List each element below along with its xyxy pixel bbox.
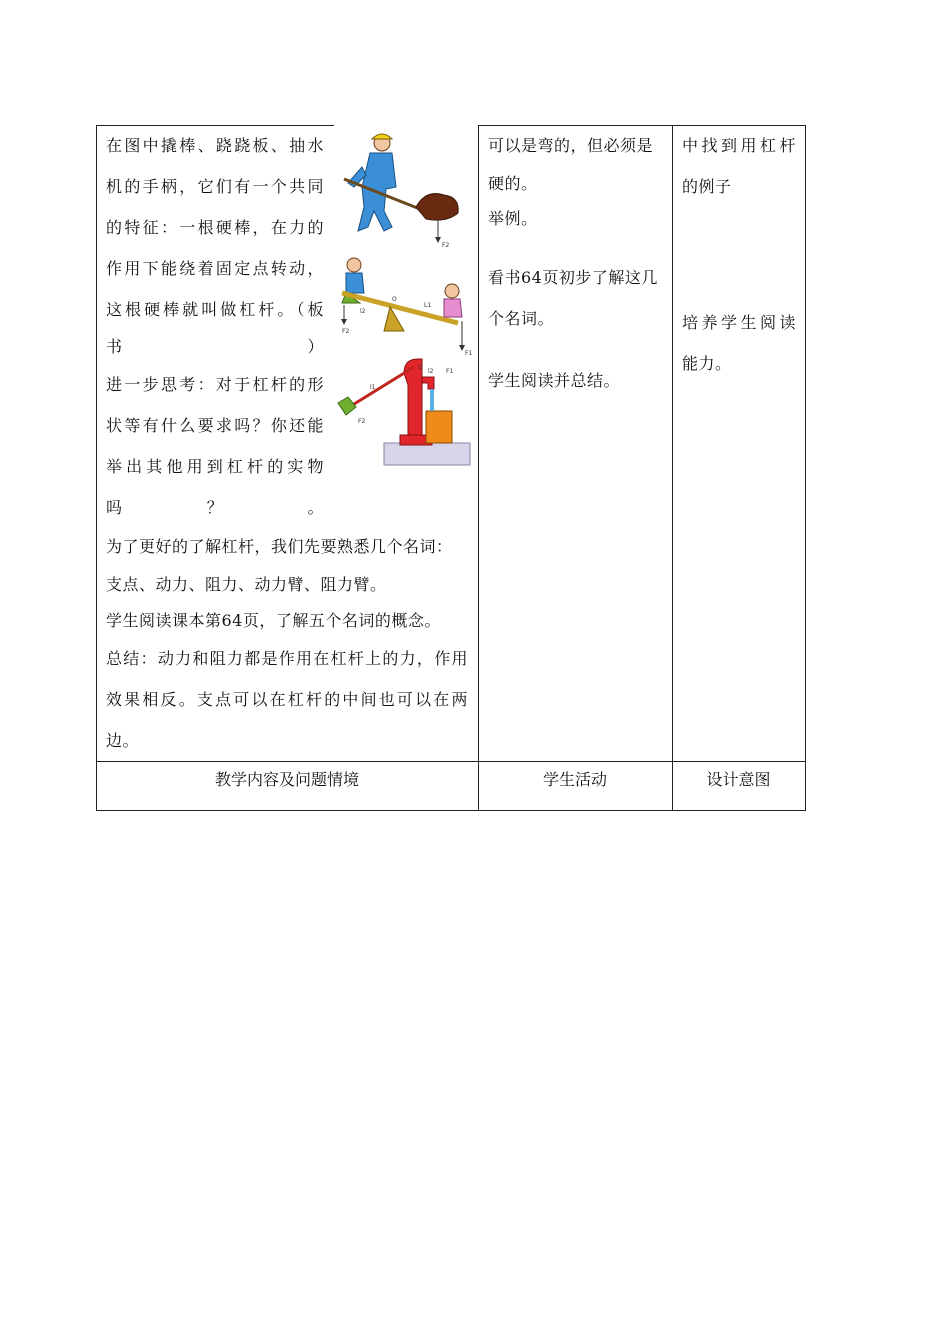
arm-label: L1: [424, 302, 432, 309]
read-line: 学生阅读课本第64页，了解五个名词的概念。: [106, 611, 441, 630]
force-label: F1: [446, 368, 454, 375]
pivot-label: O: [418, 364, 423, 371]
terms-line: 支点、动力、阻力、动力臂、阻力臂。: [106, 575, 387, 594]
text-line: 吗？。: [106, 498, 324, 517]
wrapped-text-block: [106, 125, 324, 528]
intro-line: 为了更好的了解杠杆，我们先要熟悉几个名词：: [106, 537, 453, 556]
activity-line: 硬的。: [488, 174, 538, 193]
activity-cell: [488, 125, 666, 401]
text-line: 机的手柄，它们有一个共同: [106, 177, 324, 196]
intent-line: 中找到用杠杆: [682, 136, 796, 155]
force-label: F2: [442, 242, 450, 249]
header-design-intent: 设计意图: [706, 770, 771, 789]
summary-line: 总结：动力和阻力都是作用在杠杆上的力，作用: [106, 649, 468, 668]
lesson-table: [96, 125, 806, 811]
arm-label: l1: [370, 384, 376, 391]
intent-line: 培养学生阅读: [682, 313, 796, 332]
force-label: F2: [342, 328, 350, 335]
activity-line: 举例。: [488, 209, 538, 228]
text-line: 作用下能绕着固定点转动，: [106, 259, 324, 278]
text-line: 在图中撬棒、跷跷板、抽水: [106, 136, 324, 155]
activity-line: 学生阅读并总结。: [488, 371, 621, 390]
seesaw-figure: [341, 258, 472, 357]
table-border-right: [805, 125, 806, 811]
summary-line: 边。: [106, 731, 140, 750]
intent-line: 的例子: [682, 177, 732, 196]
table-border-left: [96, 125, 97, 811]
text-line: 举出其他用到杠杆的实物: [106, 457, 324, 476]
arm-label: l2: [428, 368, 434, 375]
text-line: 进一步思考：对于杠杆的形: [106, 375, 324, 394]
table-border-col2: [478, 125, 479, 811]
pivot-label: O: [392, 296, 397, 303]
text-line: 的特征：一根硬棒，在力的: [106, 218, 324, 237]
force-label: F1: [465, 350, 473, 357]
activity-line: 个名词。: [488, 309, 555, 328]
intent-cell: [682, 125, 796, 384]
header-student-activity: 学生活动: [542, 770, 607, 789]
table-border-col3: [672, 125, 673, 811]
header-teaching-content: 教学内容及问题情境: [214, 770, 359, 789]
force-label: F2: [358, 418, 366, 425]
text-line: 这根硬棒就叫做杠杆。（板: [106, 300, 324, 319]
arm-label: l2: [360, 308, 366, 315]
text-line: 书）: [106, 337, 324, 356]
crowbar-figure: [344, 134, 458, 249]
activity-line: 看书64页初步了解这几: [488, 268, 658, 287]
lever-illustrations: [334, 127, 476, 472]
pump-figure: [338, 359, 470, 465]
summary-line: 效果相反。支点可以在杠杆的中间也可以在两: [106, 690, 468, 709]
text-line: 状等有什么要求吗？你还能: [106, 416, 324, 435]
activity-line: 可以是弯的，但必须是: [488, 136, 654, 155]
intent-line: 能力。: [682, 354, 732, 373]
